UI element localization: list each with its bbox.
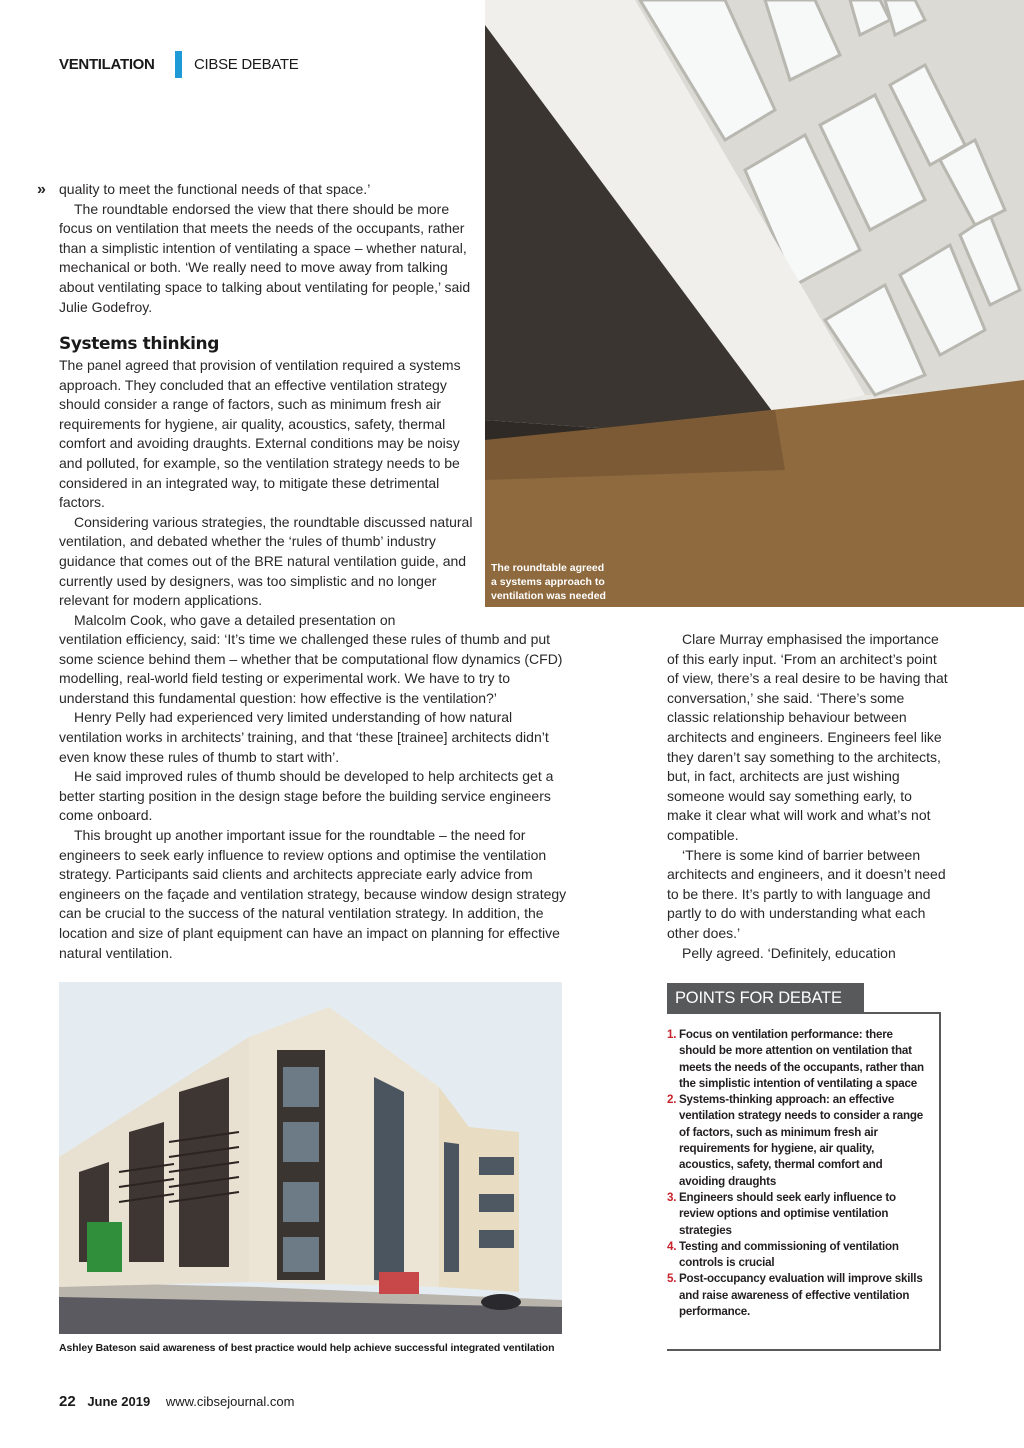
section-label: VENTILATION	[59, 56, 155, 73]
paragraph: This brought up another important issue for the roundtable – the need for engineers to seek early influence to review options and optimise the ventilation strategy. Participants said clients and architects appreciate early advice from engineers on the façade and ventilation strategy, because window design strategy can be crucial to the success of the natural ventilation strategy. In addition, the location and size of plant equipment can have an impact on planning for effective natural ventilation.	[59, 826, 567, 961]
point-text: Post-occupancy evaluation will improve skills and raise awareness of effective ventilation performance.	[679, 1272, 923, 1319]
point-item	[667, 1092, 929, 1190]
header-accent-bar	[175, 51, 182, 78]
paragraph: ‘There is some kind of barrier between architects and engineers, and it doesn’t need to be there. It’s partly to with language and partly to do with understanding what each other does.’	[667, 846, 946, 941]
point-item	[667, 1027, 929, 1092]
point-number: 1.	[667, 1028, 677, 1041]
point-number: 2.	[667, 1093, 677, 1107]
point-text: Focus on ventilation performance: there should be more attention on ventilation that meets the needs of the occupants, rather than the simplistic intention of ventilating a space	[679, 1028, 924, 1090]
points-list	[667, 1027, 929, 1320]
issue-date: June 2019	[87, 1394, 151, 1409]
building-illustration	[59, 982, 562, 1334]
photo-caption: The roundtable agreed a systems approach to ventilation was needed	[491, 562, 606, 602]
article-wide-column	[59, 630, 569, 963]
section-heading: Systems thinking	[59, 334, 220, 354]
subsection-label: CIBSE DEBATE	[194, 56, 299, 73]
paragraph: Clare Murray emphasised the importance of this early input. ‘From an architect’s point of view, there’s a real desire to be having that conversation,’ she said. ‘There’s some classic relationship behaviour between architects and engineers. Engineers feel like they daren’t say something to the architects, but, in fact, architects are just wishing someone would say something early, to make it clear what will work and what’s not compatible.	[667, 631, 948, 843]
point-item	[667, 1271, 929, 1320]
paragraph: Considering various strategies, the roundtable discussed natural ventilation, and debated whether the ‘rules of thumb’ industry guidance that comes out of the BRE natural ventilation guide, and currently used by designers, was too simplistic and no longer relevant for modern applications.	[59, 513, 473, 609]
point-item	[667, 1239, 929, 1272]
paragraph: The panel agreed that provision of ventilation required a systems approach. They concluded that an effective ventilation strategy should consider a range of factors, such as minimum fresh air requirements for hygiene, air quality, acoustics, safety, thermal comfort and avoiding draughts. External conditions may be noisy and polluted, for example, so the ventilation strategy needs to be considered in an integrated way, to mitigate these detrimental factors.	[59, 357, 461, 511]
paragraph: Malcolm Cook, who gave a detailed presentation on	[74, 611, 396, 628]
paragraph: The roundtable endorsed the view that there should be more focus on ventilation that meets the needs of the occupants, rather than a simplistic intention of ventilating a space – whether natural, mechanical or both. ‘We really need to move away from talking about ventilating space to talking about ventilating for people,’ said Julie Godefroy.	[59, 200, 471, 315]
paragraph: Pelly agreed. ‘Definitely, education	[682, 944, 896, 961]
page-number: 22	[59, 1393, 76, 1410]
building-photo	[59, 982, 562, 1334]
paragraph: Henry Pelly had experienced very limited understanding of how natural ventilation works in architects’ training, and that ‘these [trainee] architects didn’t even know these rules of thumb to start with’.	[59, 709, 549, 765]
point-text: Testing and commissioning of ventilation controls is crucial	[679, 1239, 899, 1270]
points-box-title: POINTS FOR DEBATE	[667, 983, 864, 1012]
skylight-illustration	[485, 0, 1024, 607]
point-text: Engineers should seek early influence to review options and optimise ventilation strategies	[679, 1190, 896, 1237]
continuation-chevron-icon: »	[37, 181, 46, 198]
paragraph: He said improved rules of thumb should be developed to help architects get a better starting position in the design stage before the building service engineers come onboard.	[59, 768, 554, 824]
page-footer	[59, 1393, 294, 1410]
article-column-1b	[59, 356, 479, 630]
point-number: 5.	[667, 1272, 677, 1286]
paragraph: ventilation efficiency, said: ‘It’s time we challenged these rules of thumb and put some science behind them – whether that be computational flow dynamics (CFD) modelling, real-world field testing or experimental work. We have to try to understand this fundamental question: how effective is the ventilation?’	[59, 631, 563, 706]
point-item	[667, 1190, 929, 1239]
skylight-photo	[485, 0, 1024, 607]
article-column-3	[667, 630, 949, 963]
website-link[interactable]: www.cibsejournal.com	[165, 1394, 295, 1409]
point-text: Systems-thinking approach: an effective ventilation strategy needs to consider a range of factors, such as minimum fresh air requirements for hygiene, air quality, acoustics, safety, thermal comfort and avoiding draughts	[679, 1093, 924, 1188]
photo-caption: Ashley Bateson said awareness of best practice would help achieve successful integrated ventilation	[59, 1342, 555, 1354]
paragraph: quality to meet the functional needs of that space.’	[59, 181, 371, 197]
article-column-1	[37, 180, 474, 317]
point-number: 4.	[667, 1239, 677, 1253]
point-number: 3.	[667, 1190, 677, 1204]
